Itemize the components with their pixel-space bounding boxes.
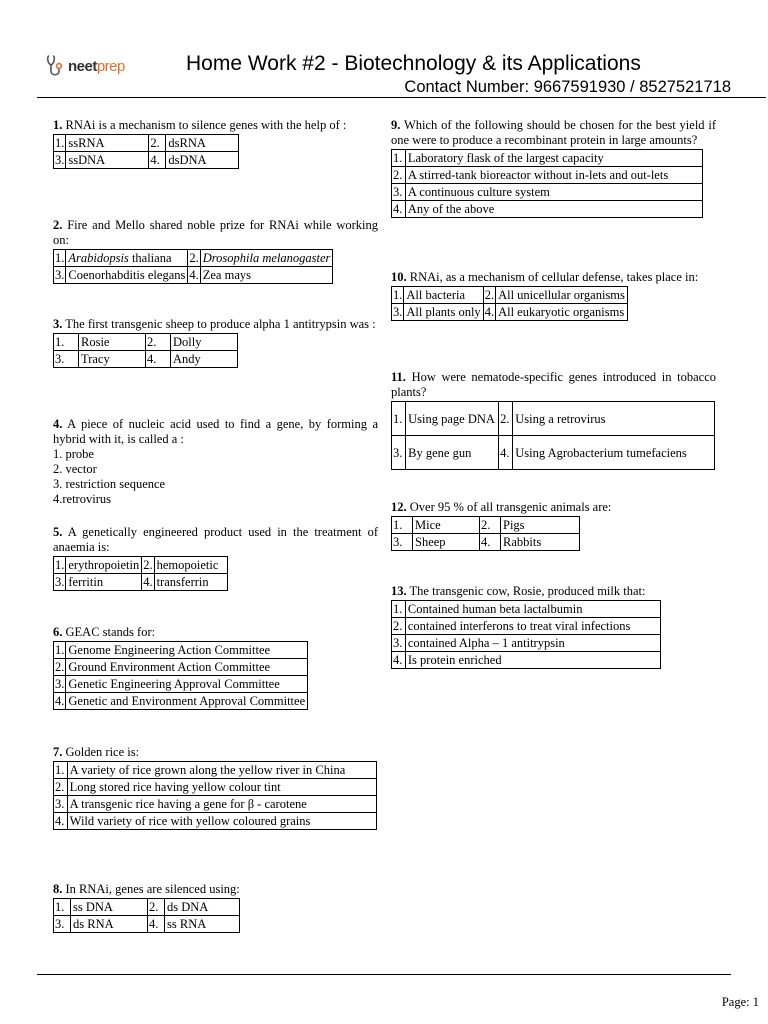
question-6: 6. GEAC stands for: 1. Genome Engineering Action Committee 2. Ground Environment Action Committee 3. Genetic Engineering Approval Committee 4. Genetic and Environment Approval Committee	[53, 625, 378, 710]
question-1: 1. RNAi is a mechanism to silence genes with the help of : 1. ssRNA 2. dsRNA 3. ssDNA 4. dsDNA	[53, 118, 347, 167]
page-number: Page: 1	[721, 995, 759, 1009]
options-table: 1. Using page DNA 2. Using a retrovirus 3. By gene gun 4. Using Agrobacterium tumefaciens	[391, 401, 715, 470]
contact-number: Contact Number: 9667591930 / 8527521718	[404, 78, 731, 96]
options-table: 1. Genome Engineering Action Committee 2. Ground Environment Action Committee 3. Genetic Engineering Approval Committee 4. Genetic and Environment Approval Committee	[53, 641, 308, 710]
question-9: 9. Which of the following should be chosen for the best yield if one were to produce a recombinant protein in large amounts? 1. Laboratory flask of the largest capacity 2. A stirred-tank bioreactor without in-lets and out-lets 3. A continuous culture system 4. Any of the above	[391, 118, 716, 216]
neetprep-logo	[44, 53, 125, 79]
question-4: 4. A piece of nucleic acid used to find a gene, by forming a hybrid with it, is called a : 1. probe 2. vector 3. restriction sequence 4.retrovirus	[53, 417, 379, 506]
page-title: Home Work #2 - Biotechnology & its Applications	[186, 52, 641, 75]
options-table: 1. All bacteria 2. All unicellular organisms 3. All plants only 4. All eukaryotic organisms	[391, 286, 628, 321]
question-10: 10. RNAi, as a mechanism of cellular defense, takes place in: 1. All bacteria 2. All unicellular organisms 3. All plants only 4. All eukaryotic organisms	[391, 270, 699, 319]
question-8: 8. In RNAi, genes are silenced using: 1. ss DNA 2. ds DNA 3. ds RNA 4. ss RNA	[53, 882, 240, 931]
question-3: 3. The first transgenic sheep to produce alpha 1 antitrypsin was : 1. Rosie 2. Dolly 3. Tracy 4. Andy	[53, 317, 376, 366]
question-11: 11. How were nematode-specific genes introduced in tobacco plants? 1. Using page DNA 2. Using a retrovirus 3. By gene gun 4. Using Agrobacterium tumefaciens	[391, 370, 716, 470]
options-table: 1. A variety of rice grown along the yellow river in China 2. Long stored rice having yellow colour tint 3. A transgenic rice having a gene for β - carotene 4. Wild variety of rice with yellow coloured grains	[53, 761, 377, 830]
options-table: 1. ssRNA 2. dsRNA 3. ssDNA 4. dsDNA	[53, 134, 239, 169]
options-table: 1. Laboratory flask of the largest capacity 2. A stirred-tank bioreactor without in-lets and out-lets 3. A continuous culture system 4. Any of the above	[391, 149, 703, 218]
logo-text: neetprep	[68, 57, 125, 75]
options-table: 1. Rosie 2. Dolly 3. Tracy 4. Andy	[53, 333, 238, 368]
stethoscope-icon	[44, 53, 66, 79]
options-table: 1. ss DNA 2. ds DNA 3. ds RNA 4. ss RNA	[53, 898, 240, 933]
options-table: 1. erythropoietin 2. hemopoietic 3. ferritin 4. transferrin	[53, 556, 228, 591]
options-table: 1. Arabidopsis thaliana 2. Drosophila melanogaster 3. Coenorhabditis elegans 4. Zea mays	[53, 249, 333, 284]
options-table: 1. Contained human beta lactalbumin 2. contained interferons to treat viral infections 3. contained Alpha – 1 antitrypsin 4. Is protein enriched	[391, 600, 661, 669]
question-5: 5. A genetically engineered product used in the treatment of anaemia is: 1. erythropoietin 2. hemopoietic 3. ferritin 4. transferrin	[53, 525, 379, 589]
question-12: 12. Over 95 % of all transgenic animals are: 1. Mice 2. Pigs 3. Sheep 4. Rabbits	[391, 500, 612, 549]
header-divider	[37, 97, 766, 98]
question-7: 7. Golden rice is: 1. A variety of rice grown along the yellow river in China 2. Long stored rice having yellow colour tint 3. A transgenic rice having a gene for β - carotene 4. Wild variety of rice with yellow coloured grains	[53, 745, 378, 830]
options-table: 1. Mice 2. Pigs 3. Sheep 4. Rabbits	[391, 516, 580, 551]
question-13: 13. The transgenic cow, Rosie, produced milk that: 1. Contained human beta lactalbumin 2. contained interferons to treat viral infections 3. contained Alpha – 1 antitrypsin 4. Is protein enriched	[391, 584, 716, 669]
question-2: 2. Fire and Mello shared noble prize for RNAi while working on: 1. Arabidopsis thaliana 2. Drosophila melanogaster 3. Coenorhabditis elegans 4. Zea mays	[53, 218, 379, 282]
footer-divider	[37, 974, 731, 975]
